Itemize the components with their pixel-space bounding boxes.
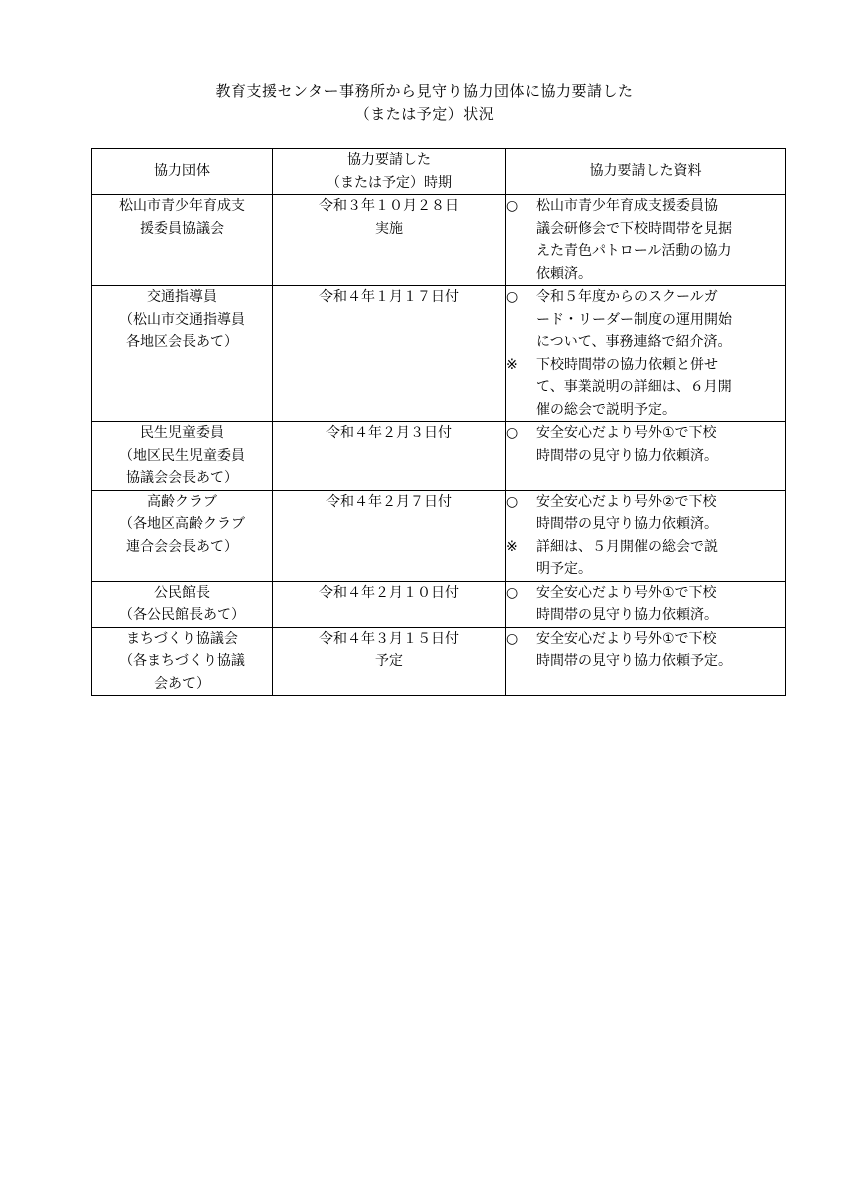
organization-line: （各地区高齢クラブ [119,516,245,532]
note-line: 安全安心だより号外①で下校 [536,630,717,647]
note-mark: ○ [506,425,519,441]
organization-line: 高齢クラブ [147,493,217,510]
note-line: 松山市青少年育成支援委員協 [536,198,718,214]
request-date-line: 令和４年２月３日付 [326,425,452,441]
note-mark: ○ [506,198,519,214]
note-line: えた青色パトロール活動の協力 [536,243,732,259]
document-note [506,628,785,673]
request-date-line: 令和３年１０月２８日 [319,198,459,214]
note-text [536,582,785,627]
cooperation-status-table [91,148,786,696]
table-header-row [92,149,786,195]
request-date-line: 令和４年１月１７日付 [319,289,459,305]
note-line: て、事業説明の詳細は、６月開 [536,379,732,395]
note-line: 時間帯の見守り協力依頼済。 [536,447,718,464]
table-row [92,490,786,581]
document-note [506,536,785,581]
note-line: ード・リーダー制度の運用開始 [536,311,732,328]
organization-cell [92,490,273,581]
note-line: 依頼済。 [536,265,592,282]
table-row [92,422,786,491]
document-note [506,422,785,467]
documents-cell [506,286,786,422]
table-row [92,195,786,286]
organization-line: 会あて） [154,675,210,692]
note-line: 時間帯の見守り協力依頼予定。 [536,653,732,669]
note-line: 明予定。 [536,561,592,577]
documents-cell [506,581,786,627]
organization-line: 松山市青少年育成支 [119,198,245,214]
documents-cell [506,422,786,491]
organization-line: 各地区会長あて） [126,334,238,350]
header-request-date [273,149,506,195]
note-text [536,628,785,673]
organization-line: 援委員協議会 [140,220,224,237]
document-title [0,80,849,126]
organization-line: （地区民生児童委員 [119,447,245,464]
note-mark: ○ [506,630,519,647]
note-text [536,195,785,285]
table-row [92,581,786,627]
request-date-line: 令和４年２月７日付 [326,493,452,510]
note-mark: ○ [506,289,519,305]
organization-cell [92,286,273,422]
document-note [506,195,785,285]
documents-cell [506,627,786,696]
note-text [536,286,785,354]
note-line: 詳細は、５月開催の総会で説 [536,538,718,555]
document-note [506,286,785,354]
organization-cell [92,195,273,286]
header-request-date-line-2: （または予定）時期 [326,174,452,191]
note-text [536,491,785,536]
request-date-line: 令和４年３月１５日付 [319,630,459,647]
organization-line: （各公民館長あて） [119,607,245,623]
note-line: 安全安心だより号外①で下校 [536,584,717,601]
documents-cell [506,490,786,581]
table-row [92,286,786,422]
document-note [506,354,785,422]
organization-line: 民生児童委員 [140,425,224,441]
request-date-cell [273,490,506,581]
note-mark: ○ [506,584,519,601]
request-date-cell [273,627,506,696]
title-line-1: 教育支援センター事務所から見守り協力団体に協力要請した [215,82,634,100]
note-text [536,536,785,581]
organization-cell [92,422,273,491]
header-request-date-line-1: 協力要請した [347,152,431,168]
organization-line: （松山市交通指導員 [119,311,245,328]
organization-cell [92,627,273,696]
request-date-cell [273,581,506,627]
organization-line: 協議会会長あて） [126,470,238,486]
header-organization: 協力団体 [92,149,273,195]
request-date-cell [273,195,506,286]
note-line: 時間帯の見守り協力依頼済。 [536,607,718,623]
note-line: 時間帯の見守り協力依頼済。 [536,516,718,532]
request-date-cell [273,422,506,491]
note-mark: ○ [506,493,519,510]
header-documents: 協力要請した資料 [506,149,786,195]
table-row [92,627,786,696]
organization-line: 交通指導員 [147,289,217,305]
note-line: 安全安心だより号外②で下校 [536,493,717,510]
request-date-cell [273,286,506,422]
organization-line: 連合会会長あて） [126,538,238,555]
note-line: について、事務連絡で紹介済。 [536,334,732,350]
note-line: 議会研修会で下校時間帯を見据 [536,220,732,237]
request-date-line: 令和４年２月１０日付 [319,584,459,601]
request-date-line: 実施 [375,220,403,237]
organization-cell [92,581,273,627]
note-line: 令和５年度からのスクールガ [536,289,718,305]
document-note [506,582,785,627]
note-line: 安全安心だより号外①で下校 [536,425,717,441]
document-note [506,491,785,536]
documents-cell [506,195,786,286]
note-text [536,354,785,422]
note-line: 下校時間帯の協力依頼と併せ [536,356,718,373]
note-mark: ※ [506,356,518,373]
organization-line: 公民館長 [154,584,210,601]
note-text [536,422,785,467]
organization-line: （各まちづくり協議 [119,653,245,669]
organization-line: まちづくり協議会 [126,630,238,647]
note-mark: ※ [506,538,518,555]
request-date-line: 予定 [375,653,403,669]
table-body [92,195,786,696]
note-line: 催の総会で説明予定。 [536,401,676,418]
title-line-2: （または予定）状況 [354,105,495,123]
